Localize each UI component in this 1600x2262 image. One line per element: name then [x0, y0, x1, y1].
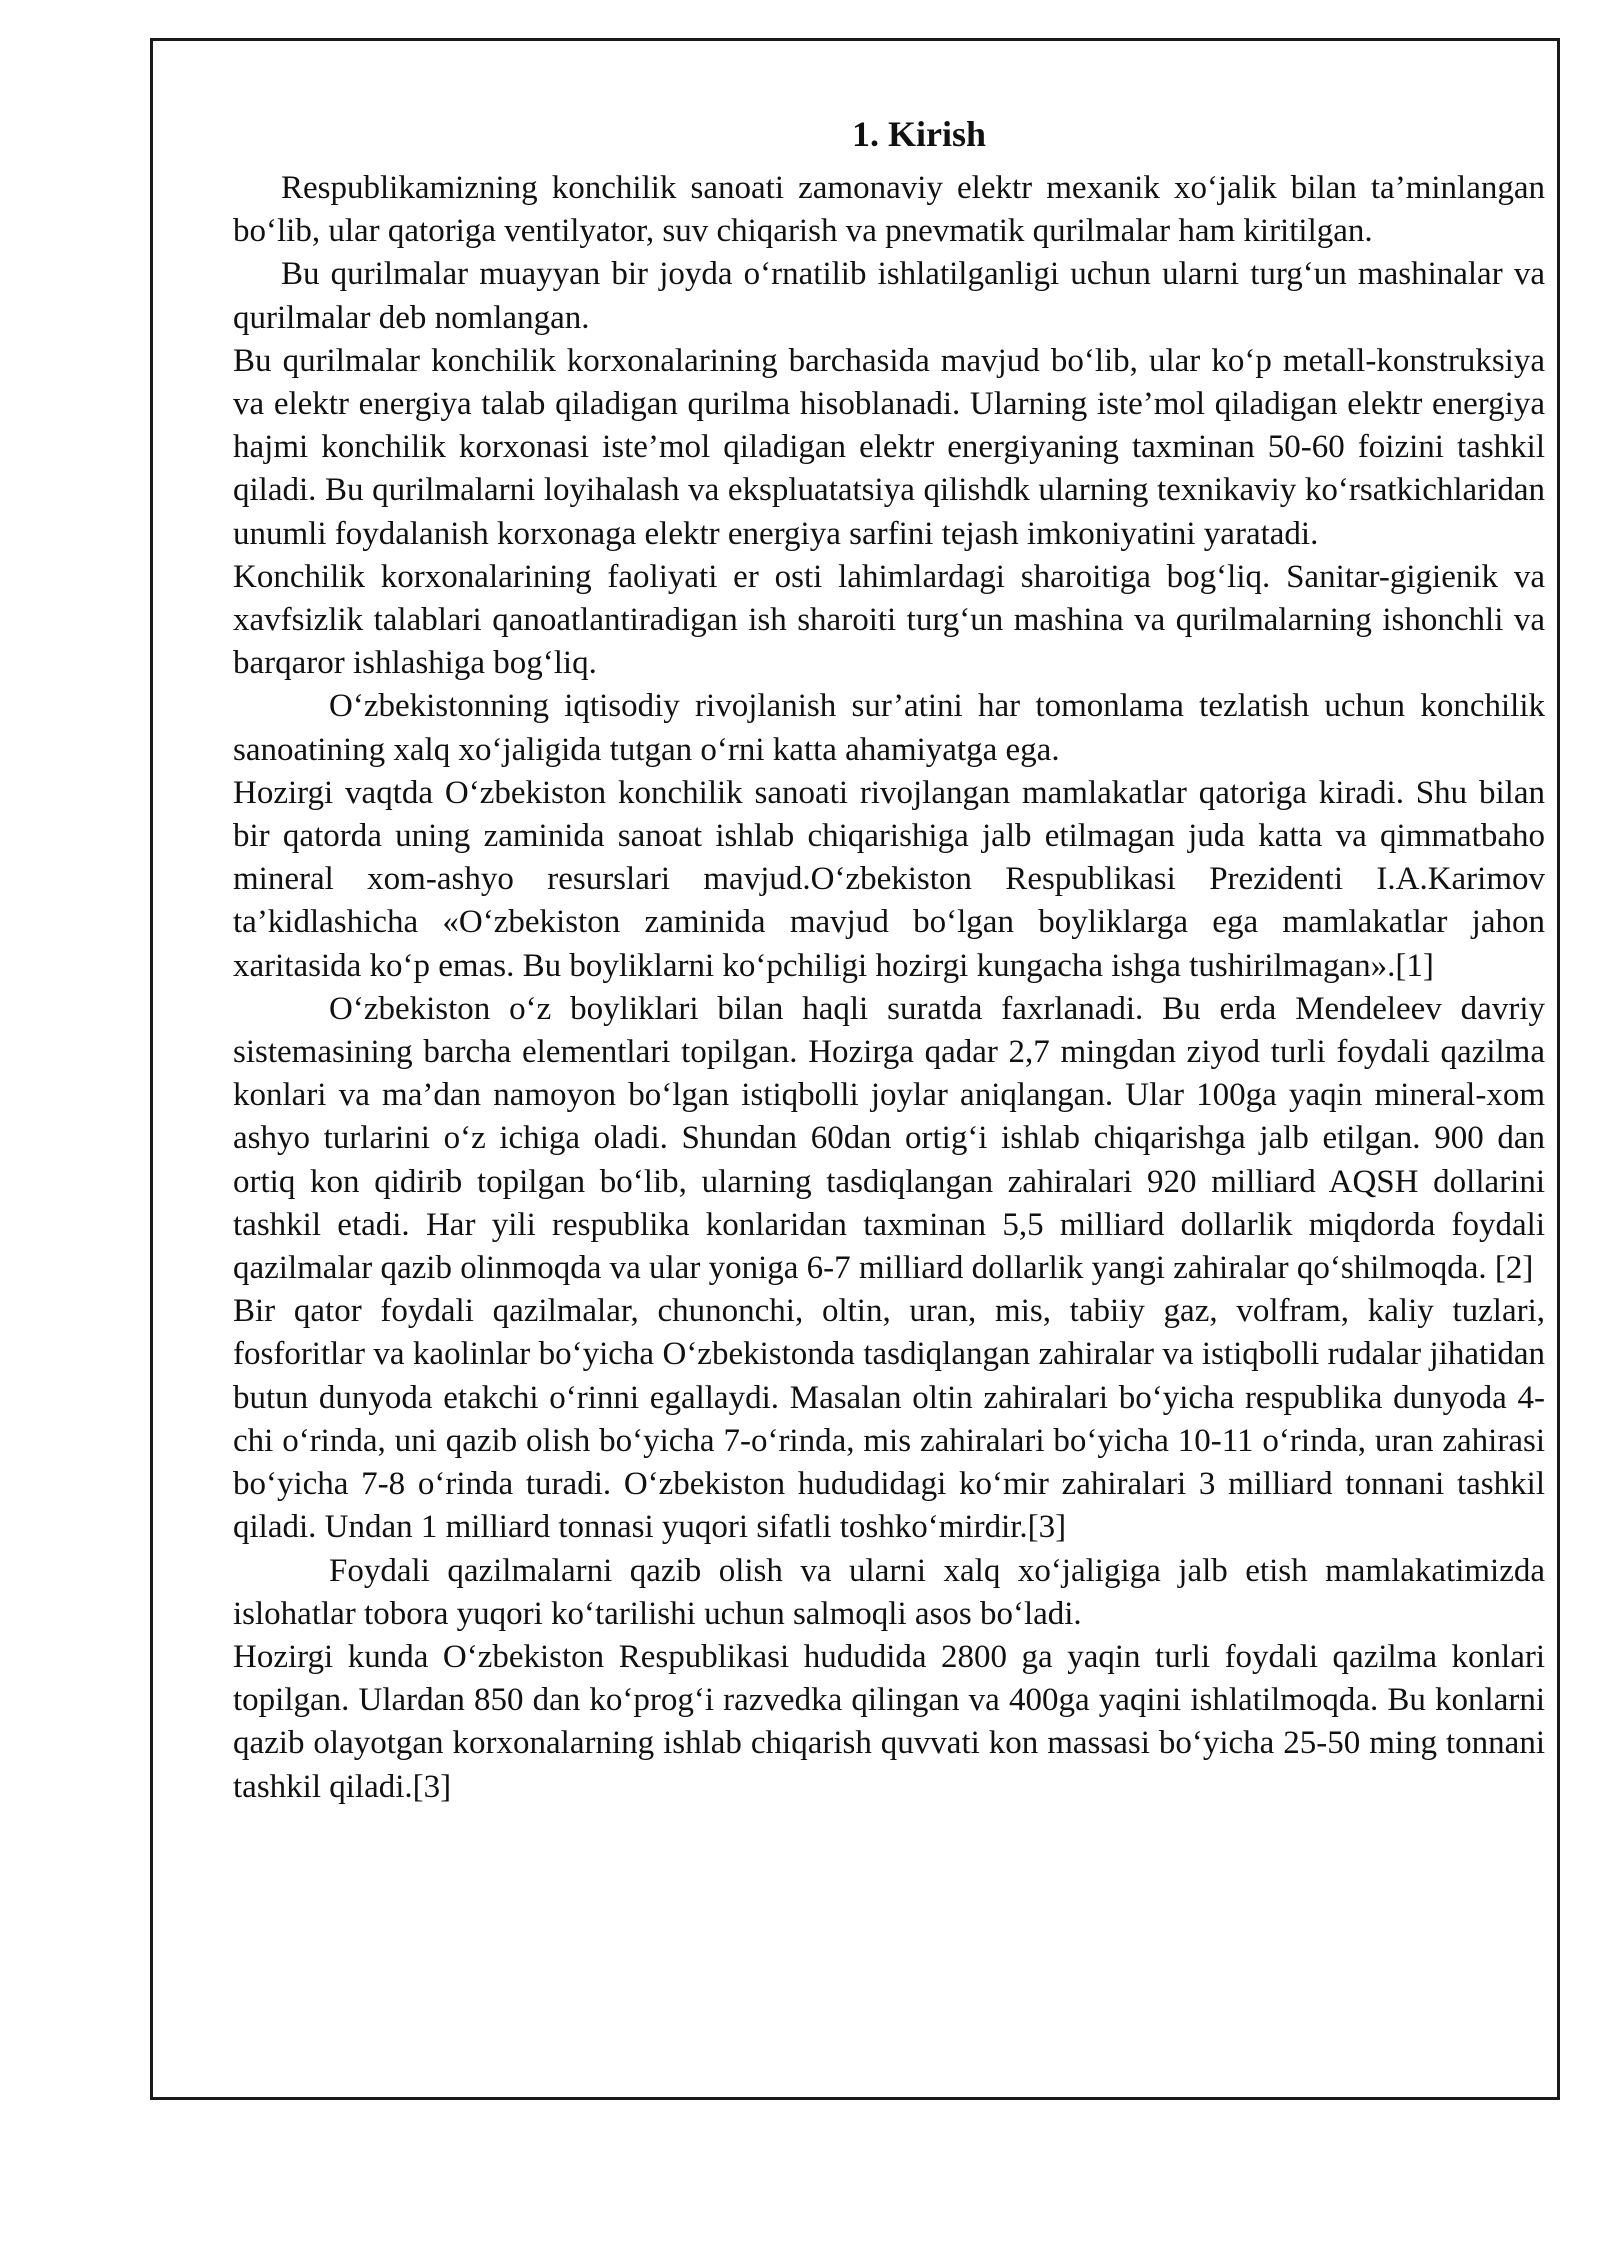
paragraph-economy: O‘zbekistonning iqtisodiy rivojlanish sur’atini har tomonlama tezlatish uchun konchilik sanoatining xalq xo‘jaligida tutgan o‘rni katta ahamiyatga ega. [233, 688, 1545, 768]
section-heading: 1. Kirish [851, 114, 986, 154]
paragraph-energy: Bu qurilmalar konchilik korxonalarining barchasida mavjud bo‘lib, ular ko‘p metall-konstruksiya va elektr energiya talab qiladigan qurilma hisoblanadi. Ularning iste’mol qiladigan elektr energiya hajmi konchilik korxonasi iste’mol qiladigan elektr energiyaning taxminan 50-60 foizini tashkil qiladi. Bu qurilmalarni loyihalash va ekspluatatsiya qilishdk ularning texnikaviy ko‘rsatkichlaridan unumli foydalanish korxonaga elektr energiya sarfini tejash imkoniyatini yaratadi. [233, 342, 1545, 552]
paragraph-conditions: Konchilik korxonalarining faoliyati er osti lahimlardagi sharoitiga bog‘liq. Sanitar-gigienik va xavfsizlik talablari qanoatlantiradigan ish sharoiti turg‘un mashina va qurilmalarning ishonchli va barqaror ishlashiga bog‘liq. [233, 558, 1545, 682]
paragraph-reforms: Foydali qazilmalarni qazib olish va ularni xalq xo‘jaligiga jalb etish mamlakatimizda islohatlar tobora yuqori ko‘tarilishi uchun salmoqli asos bo‘ladi. [233, 1552, 1545, 1632]
document-body [233, 113, 1545, 1809]
page-border-frame [150, 38, 1560, 2100]
paragraph-resources: O‘zbekiston o‘z boyliklari bilan haqli suratda faxrlanadi. Bu erda Mendeleev davriy sistemasining barcha elementlari topilgan. Hozirga qadar 2,7 mingdan ziyod turli foydali qazilma konlari va ma’dan namoyon bo‘lgan istiqbolli joylar aniqlangan. Ular 100ga yaqin mineral-xom ashyo turlarini o‘z ichiga oladi. Shundan 60dan ortig‘i ishlab chiqarishga jalb etilgan. 900 dan ortiq kon qidirib topilgan bo‘lib, ularning tasdiqlangan zahiralari 920 milliard AQSH dollarini tashkil etadi. Har yili respublika konlaridan taxminan 5,5 milliard dollarlik miqdorda foydali qazilmalar qazib olinmoqda va ular yoniga 6-7 milliard dollarlik yangi zahiralar qo‘shilmoqda. [2] [233, 990, 1545, 1287]
paragraph-rankings: Bir qator foydali qazilmalar, chunonchi, oltin, uran, mis, tabiiy gaz, volfram, kaliy tuzlari, fosforitlar va kaolinlar bo‘yicha O‘zbekistonda tasdiqlangan zahiralar va istiqbolli rudalar jihatidan butun dunyoda etakchi o‘rinni egallaydi. Masalan oltin zahiralari bo‘yicha respublika dunyoda 4-chi o‘rinda, uni qazib olish bo‘yicha 7-o‘rinda, mis zahiralari bo‘yicha 10-11 o‘rinda, uran zahirasi bo‘yicha 7-8 o‘rinda turadi. O‘zbekiston hududidagi ko‘mir zahiralari 3 milliard tonnani tashkil qiladi. Undan 1 milliard tonnasi yuqori sifatli toshko‘mirdir.[3] [233, 1293, 1545, 1546]
paragraph-intro: Respublikamizning konchilik sanoati zamonaviy elektr mexanik xo‘jalik bilan ta’minlangan bo‘lib, ular qatoriga ventilyator, suv chiqarish va pnevmatik qurilmalar ham kiritilgan. [233, 170, 1545, 250]
paragraph-current-state: Hozirgi vaqtda O‘zbekiston konchilik sanoati rivojlangan mamlakatlar qatoriga kiradi. Shu bilan bir qatorda uning zaminida sanoat ishlab chiqarishiga jalb etilmagan juda katta va qimmatbaho mineral xom-ashyo resurslari mavjud.O‘zbekiston Respublikasi Prezidenti I.A.Karimov ta’kidlashicha «O‘zbekiston zaminida mavjud bo‘lgan boyliklarga ega mamlakatlar jahon xaritasida ko‘p emas. Bu boyliklarni ko‘pchiligi hozirgi kungacha ishga tushirilmagan».[1] [233, 774, 1545, 984]
paragraph-deposits: Hozirgi kunda O‘zbekiston Respublikasi hududida 2800 ga yaqin turli foydali qazilma konlari topilgan. Ulardan 850 dan ko‘prog‘i razvedka qilingan va 400ga yaqini ishlatilmoqda. Bu konlarni qazib olayotgan korxonalarning ishlab chiqarish quvvati kon massasi bo‘yicha 25-50 ming tonnani tashkil qiladi.[3] [233, 1638, 1545, 1805]
paragraph-installations: Bu qurilmalar muayyan bir joyda o‘rnatilib ishlatilganligi uchun ularni turg‘un mashinalar va qurilmalar deb nomlangan. [233, 256, 1545, 336]
